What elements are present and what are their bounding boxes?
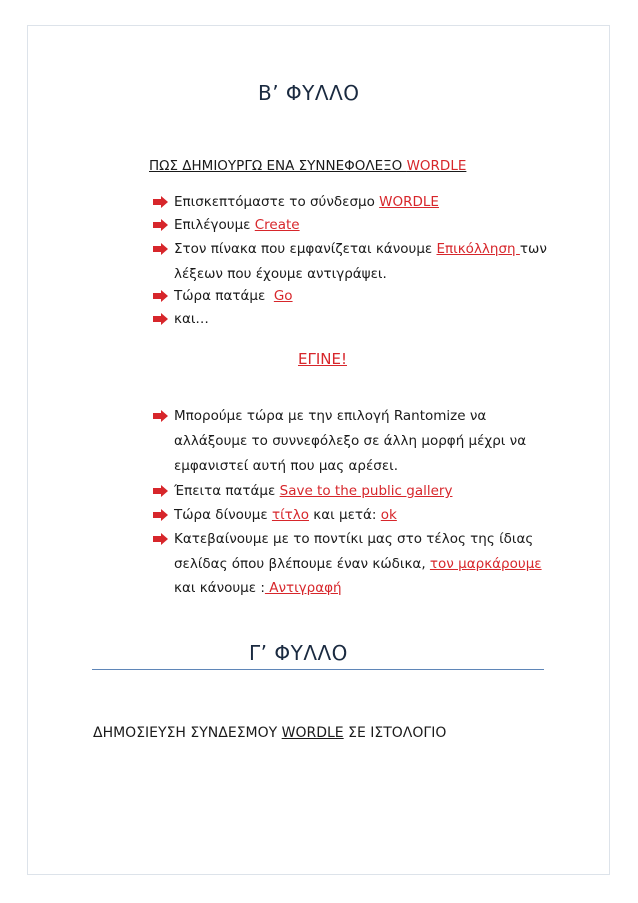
create-link[interactable]: Create [254, 217, 300, 233]
section-c-subtitle [93, 725, 446, 741]
red-arrow-bullet-icon [153, 509, 168, 521]
step-and: και… [174, 311, 209, 327]
step-text: Έπειτα πατάμε [174, 483, 280, 499]
red-arrow-bullet-icon [153, 290, 168, 302]
copy-link[interactable]: Αντιγραφή [264, 580, 342, 596]
red-arrow-bullet-icon [153, 219, 168, 231]
done-label: ΕΓΙΝΕ! [298, 350, 347, 368]
red-arrow-bullet-icon [153, 533, 168, 545]
step-text: Επισκεπτόμαστε το σύνδεσμο [174, 194, 380, 210]
step-copy-code-line3 [174, 579, 342, 597]
paste-link[interactable]: Επικόλληση [436, 241, 520, 257]
wordle-link[interactable]: WORDLE [379, 194, 439, 210]
step-paste [174, 240, 547, 258]
step-title-ok [174, 506, 397, 524]
step-text: Επιλέγουμε [174, 217, 255, 233]
step-text-mid: και μετά: [309, 507, 381, 523]
step-randomize-line1: Μπορούμε τώρα με την επιλογή Rantomize να [174, 408, 487, 424]
red-arrow-bullet-icon [153, 243, 168, 255]
subtitle-suffix: ΣΕ ΙΣΤΟΛΟΓΙΟ [343, 725, 447, 741]
step-text: Τώρα δίνουμε [174, 507, 272, 523]
select-code-link[interactable]: τον μαρκάρουμε [429, 556, 542, 572]
red-arrow-bullet-icon [153, 313, 168, 325]
subtitle-text: ΔΗΜΟΣΙΕΥΣΗ ΣΥΝΔΕΣΜΟΥ [93, 725, 282, 741]
step-randomize-line2: αλλάξουμε το συννεφόλεξο σε άλλη μορφή μέχρι να [174, 433, 527, 449]
step-text: Τώρα πατάμε [174, 288, 274, 304]
step-visit-wordle [174, 193, 439, 211]
section-c-title: Γ’ ΦΥΛΛΟ [249, 641, 348, 665]
step-text: σελίδας όπου βλέπουμε έναν κώδικα, [174, 556, 430, 572]
red-arrow-bullet-icon [153, 410, 168, 422]
section-b-title: Β’ ΦΥΛΛΟ [258, 81, 360, 105]
step-save-gallery [174, 482, 452, 500]
red-arrow-bullet-icon [153, 485, 168, 497]
step-paste-line2: λέξεων που έχουμε αντιγράψει. [174, 266, 387, 282]
page-frame [27, 25, 610, 875]
step-text-after: των [519, 241, 547, 257]
title-link[interactable]: τίτλο [271, 507, 310, 523]
red-arrow-bullet-icon [153, 196, 168, 208]
step-press-go [174, 287, 293, 305]
section-b-subtitle [149, 158, 466, 174]
step-choose-create [174, 216, 300, 234]
step-copy-code-line2 [174, 555, 542, 573]
subtitle-text: ΠΩΣ ΔΗΜΙΟΥΡΓΩ ΕΝΑ ΣΥΝΝΕΦΟΛΕΞΟ [149, 158, 407, 174]
step-text: Στον πίνακα που εμφανίζεται κάνουμε [174, 241, 437, 257]
go-link[interactable]: Go [273, 288, 293, 304]
wordle-link[interactable]: WORDLE [281, 725, 344, 741]
step-copy-code-line1: Κατεβαίνουμε με το ποντίκι μας στο τέλος της ίδιας [174, 531, 534, 547]
section-divider [92, 669, 544, 670]
wordle-link[interactable]: WORDLE [406, 158, 467, 174]
ok-link[interactable]: ok [380, 507, 397, 523]
save-gallery-link[interactable]: Save to the public gallery [279, 483, 453, 499]
step-text: και κάνουμε : [174, 580, 265, 596]
step-randomize-line3: εμφανιστεί αυτή που μας αρέσει. [174, 458, 398, 474]
